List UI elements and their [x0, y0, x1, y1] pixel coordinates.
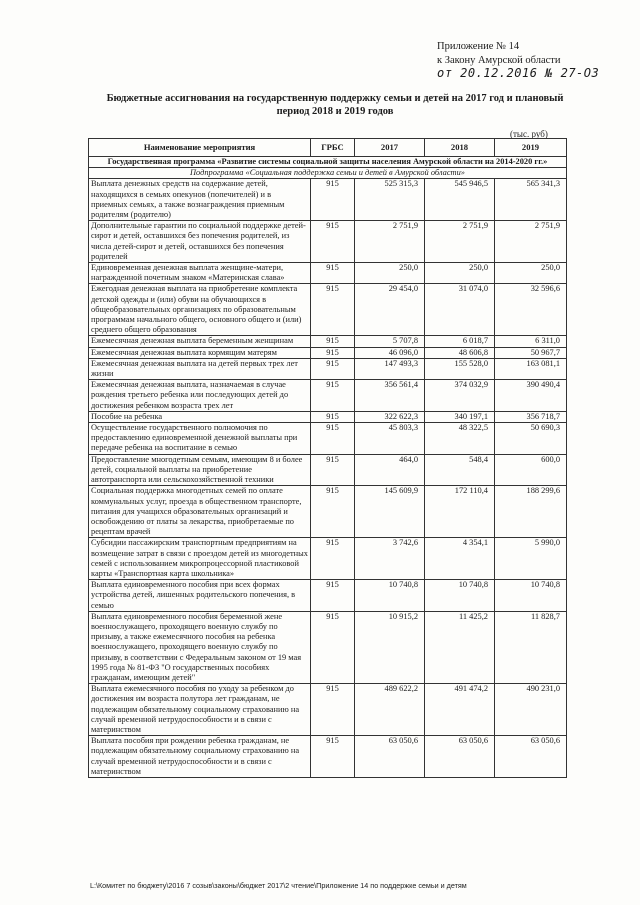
row-grbs: 915 [311, 380, 355, 412]
table-row [89, 538, 567, 580]
row-value-2018: 11 425,2 [425, 611, 495, 683]
row-value-2019: 5 990,0 [495, 538, 567, 580]
row-value-2018: 548,4 [425, 454, 495, 486]
row-value-2019: 600,0 [495, 454, 567, 486]
subprogram-row [89, 168, 567, 179]
row-value-2019: 32 596,6 [495, 284, 567, 336]
table-row [89, 179, 567, 221]
table-row [89, 486, 567, 538]
row-grbs: 915 [311, 263, 355, 284]
row-value-2019: 2 751,9 [495, 221, 567, 263]
program-row [89, 157, 567, 168]
row-name: Ежемесячная денежная выплата на детей первых трех лет жизни [89, 358, 311, 379]
row-value-2017: 3 742,6 [355, 538, 425, 580]
row-grbs: 915 [311, 611, 355, 683]
row-value-2018: 2 751,9 [425, 221, 495, 263]
table-row [89, 221, 567, 263]
row-value-2019: 188 299,6 [495, 486, 567, 538]
row-value-2019: 163 081,1 [495, 358, 567, 379]
row-value-2017: 322 622,3 [355, 411, 425, 422]
row-grbs: 915 [311, 179, 355, 221]
document-title: Бюджетные ассигнования на государственную поддержку семьи и детей на 2017 год и плановый период 2018 и 2019 годов [106, 93, 564, 117]
header-2018: 2018 [425, 139, 495, 157]
row-name: Единовременная денежная выплата женщине-матери, награжденной почетным знаком «Материнская слава» [89, 263, 311, 284]
row-grbs: 915 [311, 411, 355, 422]
row-value-2019: 50 967,7 [495, 347, 567, 358]
appendix-date: от 20.12.2016 № 27-ОЗ [437, 66, 600, 80]
row-value-2018: 172 110,4 [425, 486, 495, 538]
table-row [89, 347, 567, 358]
table-row [89, 380, 567, 412]
row-value-2018: 48 322,5 [425, 423, 495, 455]
row-value-2017: 464,0 [355, 454, 425, 486]
row-value-2017: 525 315,3 [355, 179, 425, 221]
row-value-2017: 10 915,2 [355, 611, 425, 683]
row-value-2017: 147 493,3 [355, 358, 425, 379]
row-value-2019: 50 690,3 [495, 423, 567, 455]
row-name: Дополнительные гарантии по социальной поддержке детей-сирот и детей, оставшихся без попечения родителей, из числа детей-сирот и детей, оставшихся без попечения родителей [89, 221, 311, 263]
row-value-2018: 374 032,9 [425, 380, 495, 412]
row-name: Предоставление многодетным семьям, имеющим 8 и более детей, социальной выплаты на приобретение автотранспорта или сельскохозяйственной техники [89, 454, 311, 486]
header-name: Наименование мероприятия [89, 139, 311, 157]
row-grbs: 915 [311, 358, 355, 379]
row-value-2019: 11 828,7 [495, 611, 567, 683]
row-value-2019: 10 740,8 [495, 580, 567, 612]
header-2019: 2019 [495, 139, 567, 157]
row-name: Выплата пособия при рождении ребенка гражданам, не подлежащим обязательному социальному страхованию на случай временной нетрудоспособности и в связи с материнством [89, 736, 311, 778]
row-value-2018: 10 740,8 [425, 580, 495, 612]
row-name: Выплата единовременного пособия беременной жене военнослужащего, проходящего военную службу по призыву, а также ежемесячного пособия на ребенка военнослужащего, проходящего военную службу по призыву, в соответствии с Федеральным законом от 19 мая 1995 года № 81-ФЗ "О государственных пособиях гражданам, имеющим детей" [89, 611, 311, 683]
table-row [89, 736, 567, 778]
appendix-header [437, 40, 599, 81]
row-value-2018: 250,0 [425, 263, 495, 284]
row-name: Выплата денежных средств на содержание детей, находящихся в семьях опекунов (попечителей) и в приемных семьях, а также вознаграждения приемным родителям (родителю) [89, 179, 311, 221]
row-value-2019: 565 341,3 [495, 179, 567, 221]
row-value-2019: 390 490,4 [495, 380, 567, 412]
row-value-2018: 48 606,8 [425, 347, 495, 358]
table-row [89, 611, 567, 683]
table-row [89, 580, 567, 612]
row-value-2017: 63 050,6 [355, 736, 425, 778]
row-grbs: 915 [311, 538, 355, 580]
table-row [89, 411, 567, 422]
row-value-2018: 545 946,5 [425, 179, 495, 221]
row-value-2018: 63 050,6 [425, 736, 495, 778]
row-grbs: 915 [311, 347, 355, 358]
program-title: Государственная программа «Развитие системы социальной защиты населения Амурской области на 2014-2020 гг.» [89, 157, 567, 168]
row-value-2017: 489 622,2 [355, 684, 425, 736]
row-value-2017: 356 561,4 [355, 380, 425, 412]
row-value-2017: 45 803,3 [355, 423, 425, 455]
appendix-law: к Закону Амурской области [437, 54, 561, 66]
table-row [89, 336, 567, 347]
row-value-2018: 340 197,1 [425, 411, 495, 422]
row-grbs: 915 [311, 221, 355, 263]
row-grbs: 915 [311, 284, 355, 336]
row-value-2017: 46 096,0 [355, 347, 425, 358]
table-row [89, 284, 567, 336]
row-grbs: 915 [311, 580, 355, 612]
row-name: Пособие на ребенка [89, 411, 311, 422]
row-value-2017: 145 609,9 [355, 486, 425, 538]
row-value-2019: 356 718,7 [495, 411, 567, 422]
row-value-2017: 10 740,8 [355, 580, 425, 612]
subprogram-title: Подпрограмма «Социальная поддержка семьи и детей в Амурской области» [89, 168, 567, 179]
row-value-2018: 4 354,1 [425, 538, 495, 580]
row-name: Ежемесячная денежная выплата кормящим матерям [89, 347, 311, 358]
appendix-number: Приложение № 14 [437, 41, 520, 52]
row-value-2019: 490 231,0 [495, 684, 567, 736]
row-value-2017: 5 707,8 [355, 336, 425, 347]
row-name: Ежемесячная денежная выплата беременным женщинам [89, 336, 311, 347]
row-grbs: 915 [311, 736, 355, 778]
row-value-2019: 250,0 [495, 263, 567, 284]
row-name: Осуществление государственного полномочия по предоставлению единовременной денежной выплаты при передаче ребенка на воспитание в семью [89, 423, 311, 455]
row-value-2019: 63 050,6 [495, 736, 567, 778]
table-row [89, 358, 567, 379]
table-row [89, 263, 567, 284]
table-row [89, 454, 567, 486]
budget-table [88, 138, 567, 778]
row-grbs: 915 [311, 336, 355, 347]
row-name: Выплата ежемесячного пособия по уходу за ребенком до достижения им возраста полутора лет гражданам, не подлежащим обязательному социальному страхованию на случай временной нетрудоспособности и в связи с материнством [89, 684, 311, 736]
row-grbs: 915 [311, 486, 355, 538]
row-name: Ежемесячная денежная выплата, назначаемая в случае рождения третьего ребенка или последующих детей до достижения ребенком возраста трех лет [89, 380, 311, 412]
row-value-2018: 491 474,2 [425, 684, 495, 736]
row-grbs: 915 [311, 454, 355, 486]
table-row [89, 684, 567, 736]
table-header-row [89, 139, 567, 157]
row-value-2019: 6 311,0 [495, 336, 567, 347]
row-name: Субсидии пассажирским транспортным предприятиям на возмещение затрат в связи с проездом детей из многодетных семей с использованием микропроцессорной пластиковой карты «Транспортная карта школьника» [89, 538, 311, 580]
row-value-2018: 155 528,0 [425, 358, 495, 379]
row-value-2018: 6 018,7 [425, 336, 495, 347]
header-grbs: ГРБС [311, 139, 355, 157]
row-value-2017: 2 751,9 [355, 221, 425, 263]
row-grbs: 915 [311, 423, 355, 455]
row-value-2018: 31 074,0 [425, 284, 495, 336]
header-2017: 2017 [355, 139, 425, 157]
row-name: Ежегодная денежная выплата на приобретение комплекта детской одежды и (или) обуви на обучающихся в общеобразовательных организациях по образовательным программам начального общего, основного общего и (или) среднего общего образования [89, 284, 311, 336]
table-body [89, 157, 567, 778]
units-label: (тыс. руб) [510, 129, 548, 139]
file-path-footer: L:\Комитет по бюджету\2016 7 созыв\законы\бюджет 2017\2 чтение\Приложение 14 по поддержке семьи и детям [90, 881, 467, 890]
row-name: Выплата единовременного пособия при всех формах устройства детей, лишенных родительского попечения, в семью [89, 580, 311, 612]
row-value-2017: 250,0 [355, 263, 425, 284]
row-name: Социальная поддержка многодетных семей по оплате коммунальных услуг, проезда в общественном транспорте, питания для учащихся образовательных организаций и освобождению от платы за лекарства, приобретаемые по рецептам врачей [89, 486, 311, 538]
row-grbs: 915 [311, 684, 355, 736]
row-value-2017: 29 454,0 [355, 284, 425, 336]
table-row [89, 423, 567, 455]
